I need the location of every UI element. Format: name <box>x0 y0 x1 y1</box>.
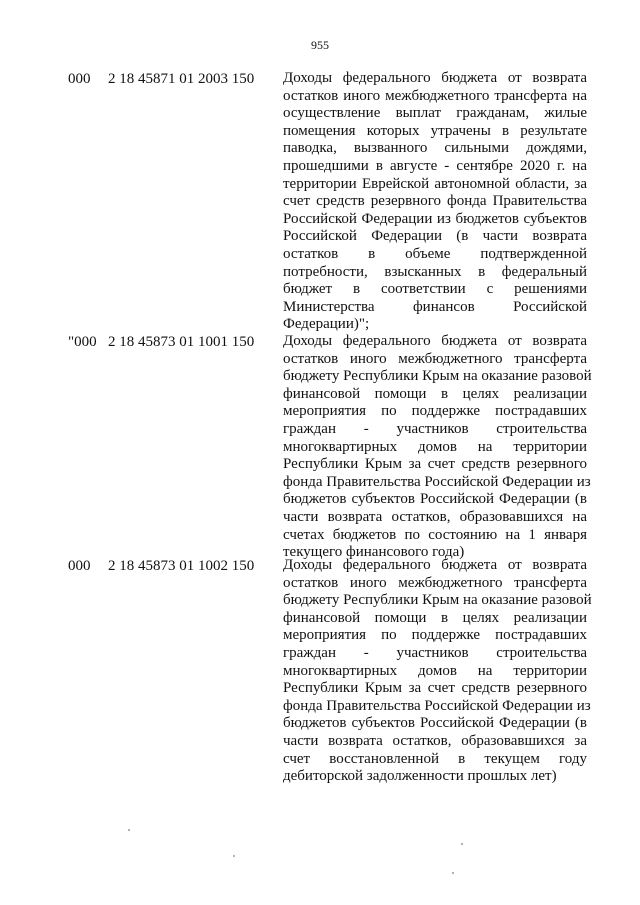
scan-speck <box>128 829 130 831</box>
description-line: бюджет в соответствии с решениями <box>283 281 587 298</box>
description-line: территории Еврейской автономной области, за <box>283 175 587 192</box>
description-line: финансовой помощи в целях реализации <box>283 609 587 626</box>
description-line: прошедшими в августе - сентябре 2020 г. на <box>283 157 587 174</box>
description-line: счет восстановленной в текущем году <box>283 750 587 767</box>
description-line: фонда Правительства Российской Федерации из <box>283 473 591 490</box>
administrator-code: "000 <box>68 334 97 350</box>
description-line: Министерства финансов Российской <box>283 298 587 315</box>
description-line: счетах бюджетов по состоянию на 1 января <box>283 526 587 543</box>
description-line: Доходы федерального бюджета от возврата <box>283 557 587 573</box>
description-line: дебиторской задолженности прошлых лет) <box>283 768 557 785</box>
page-number: 955 <box>311 38 329 52</box>
description-line: финансовой помощи в целях реализации <box>283 385 587 402</box>
description-line: осуществление выплат гражданам, жилые <box>283 105 587 122</box>
description-line: бюджету Республики Крым на оказание разовой <box>283 368 592 385</box>
administrator-code: 000 <box>68 558 91 574</box>
description-line: остатков в объеме подтвержденной <box>283 245 587 262</box>
description-line: Российской Федерации (в части возврата <box>283 228 587 245</box>
budget-classification-code: 2 18 45873 01 1002 150 <box>108 558 255 574</box>
description-line: части возврата остатков, образовавшихся на <box>283 508 587 525</box>
description-line: помещения которых утрачены в результате <box>283 122 587 139</box>
description-line: бюджетов субъектов Российской Федерации (в <box>283 491 587 508</box>
description-line: граждан - участников строительства <box>283 420 587 437</box>
description-line: Республики Крым за счет средств резервного <box>283 456 587 473</box>
description-line: бюджету Республики Крым на оказание разовой <box>283 592 592 609</box>
scan-speck <box>233 855 235 857</box>
description-line: фонда Правительства Российской Федерации из <box>283 697 591 714</box>
description-line: части возврата остатков, образовавшихся за <box>283 732 587 749</box>
description-line: остатков иного межбюджетного трансферта <box>283 574 587 591</box>
budget-classification-code: 2 18 45871 01 2003 150 <box>108 71 255 87</box>
description-line: Доходы федерального бюджета от возврата <box>283 70 587 86</box>
description-line: остатков иного межбюджетного трансферта на <box>283 87 587 104</box>
description-line: бюджетов субъектов Российской Федерации (в <box>283 715 587 732</box>
description-line: многоквартирных домов на территории <box>283 438 587 455</box>
description-line: потребности, взысканных в федеральный <box>283 263 587 280</box>
revenue-description <box>283 557 592 786</box>
scan-speck <box>461 843 463 845</box>
revenue-description <box>283 70 587 334</box>
description-line: Республики Крым за счет средств резервного <box>283 680 587 697</box>
description-line: граждан - участников строительства <box>283 644 587 661</box>
description-line: Доходы федерального бюджета от возврата <box>283 333 587 349</box>
description-line: Федерации)"; <box>283 316 370 333</box>
description-line: счет средств резервного фонда Правительства <box>283 193 587 210</box>
administrator-code: 000 <box>68 71 91 87</box>
budget-classification-code: 2 18 45873 01 1001 150 <box>108 334 255 350</box>
revenue-description <box>283 333 592 562</box>
description-line: паводка, вызванного сильными дождями, <box>283 140 587 157</box>
description-line: мероприятия по поддержке пострадавших <box>283 627 587 644</box>
description-line: мероприятия по поддержке пострадавших <box>283 403 587 420</box>
description-line: остатков иного межбюджетного трансферта <box>283 350 587 367</box>
description-line: Российской Федерации из бюджетов субъектов <box>283 210 587 227</box>
description-line: многоквартирных домов на территории <box>283 662 587 679</box>
scan-speck <box>452 872 454 874</box>
description-line: текущего финансового года) <box>283 544 465 561</box>
